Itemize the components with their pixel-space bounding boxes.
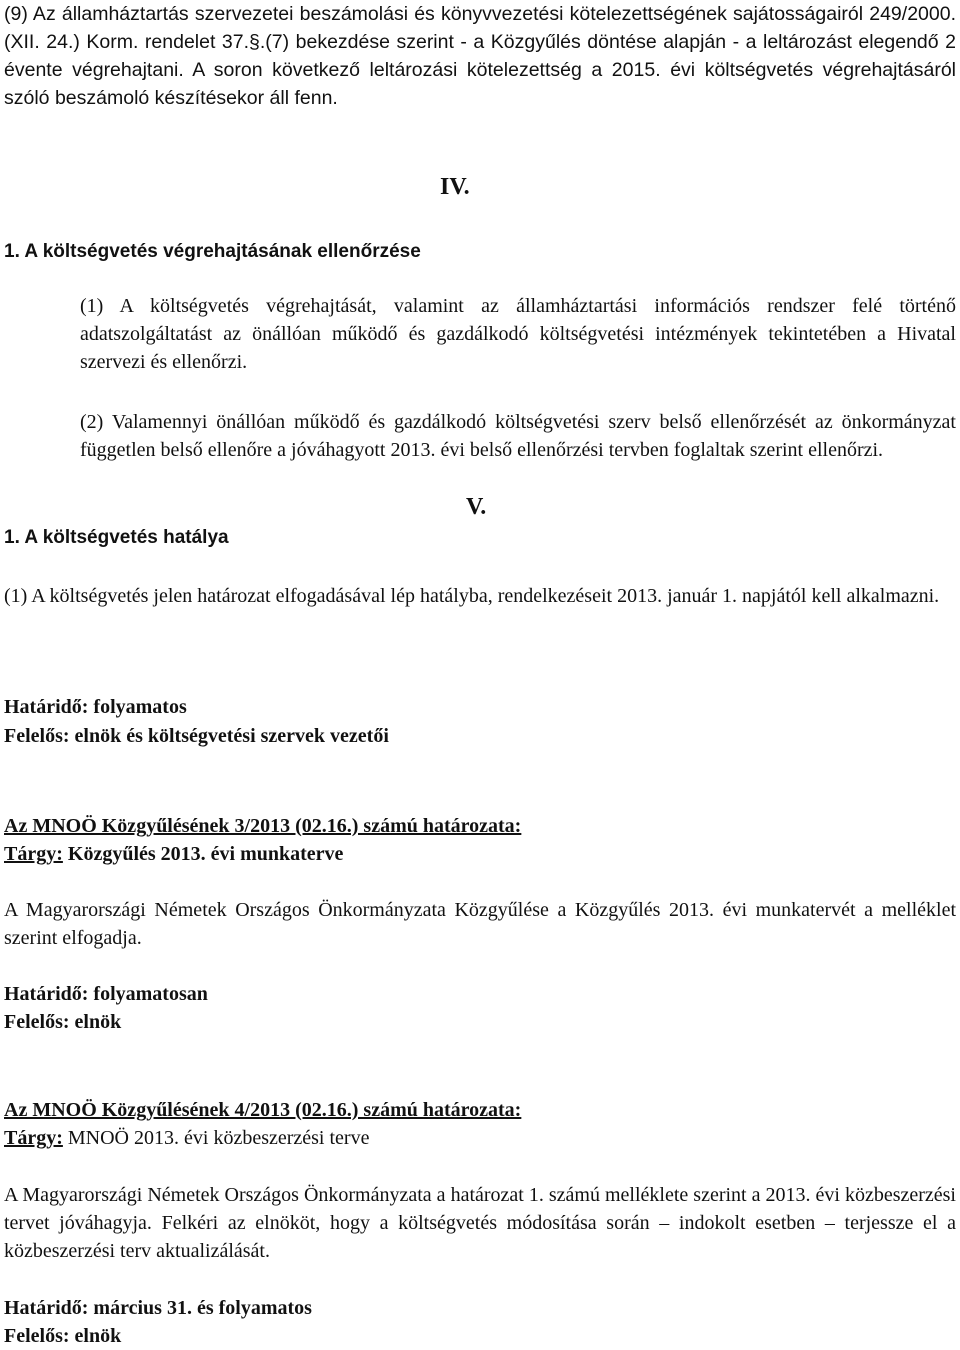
section-v-paragraph-1: (1) A költségvetés jelen határozat elfogadásával lép hatályba, rendelkezéseit 2013. január 1. napjától kell alkalmazni. (4, 585, 940, 607)
resolution-4-title: Az MNOÖ Közgyűlésének 4/2013 (02.16.) számú határozata: (4, 1099, 522, 1121)
section-v-responsible: Felelős: elnök és költségvetési szervek vezetői (4, 725, 389, 747)
section-iv-paragraph-2: (2) Valamennyi önállóan működő és gazdálkodó költségvetési szerv belső ellenőrzését az önkormányzat független belső ellenőre a jóváhagyott 2013. évi belső ellenőrzési tervben foglaltak szerint ellenőrzi. (80, 411, 956, 461)
section-iv-heading: 1. A költségvetés végrehajtásának ellenőrzése (4, 241, 421, 262)
resolution-4-responsible: Felelős: elnök (4, 1325, 122, 1347)
resolution-4-subject-value: MNOÖ 2013. évi közbeszerzési terve (62, 1127, 370, 1149)
resolution-4-body: A Magyarországi Németek Országos Önkormányzata a határozat 1. számú melléklete szerint a 2013. évi közbeszerzési tervet jóváhagyja. Felkéri az elnököt, hogy a költségvetés módosítása során – indokolt esetben – terjessze el a közbeszerzési terv aktualizálását. (4, 1184, 956, 1262)
section-v-numeral: V. (466, 494, 487, 520)
resolution-3-subject-label: Tárgy: (4, 843, 63, 865)
resolution-3-responsible: Felelős: elnök (4, 1011, 122, 1033)
resolution-4-subject-label: Tárgy: (4, 1127, 63, 1149)
resolution-4-deadline: Határidő: március 31. és folyamatos (4, 1297, 312, 1319)
intro-paragraph: (9) Az államháztartás szervezetei beszámolási és könyvvezetési kötelezettségének sajátosságairól 249/2000. (XII. 24.) Korm. rendelet 37.§.(7) bekezdése szerint - a Közgyűlés döntése alapján - a leltározást elegendő 2 évente végrehajtani. A soron következő leltározási kötelezettség a 2015. évi költségvetés végrehajtásáról szóló beszámoló készítésekor áll fenn. (4, 3, 956, 109)
resolution-3-subject (4, 840, 956, 868)
section-v-deadline: Határidő: folyamatos (4, 696, 187, 718)
resolution-3-body: A Magyarországi Németek Országos Önkormányzata Közgyűlése a Közgyűlés 2013. évi munkatervét a melléklet szerint elfogadja. (4, 899, 956, 949)
section-iv-paragraph-1: (1) A költségvetés végrehajtását, valamint az államháztartási információs rendszer felé történő adatszolgáltatást az önállóan működő és gazdálkodó költségvetési intézmények tekintetében a Hivatal szervezi és ellenőrzi. (80, 295, 956, 373)
resolution-3-title: Az MNOÖ Közgyűlésének 3/2013 (02.16.) számú határozata: (4, 815, 522, 837)
resolution-3-deadline: Határidő: folyamatosan (4, 983, 208, 1005)
resolution-3-subject-value: Közgyűlés 2013. évi munkaterve (62, 843, 344, 865)
section-v-heading: 1. A költségvetés hatálya (4, 527, 229, 548)
resolution-4-subject (4, 1124, 956, 1152)
section-iv-numeral: IV. (440, 174, 470, 200)
